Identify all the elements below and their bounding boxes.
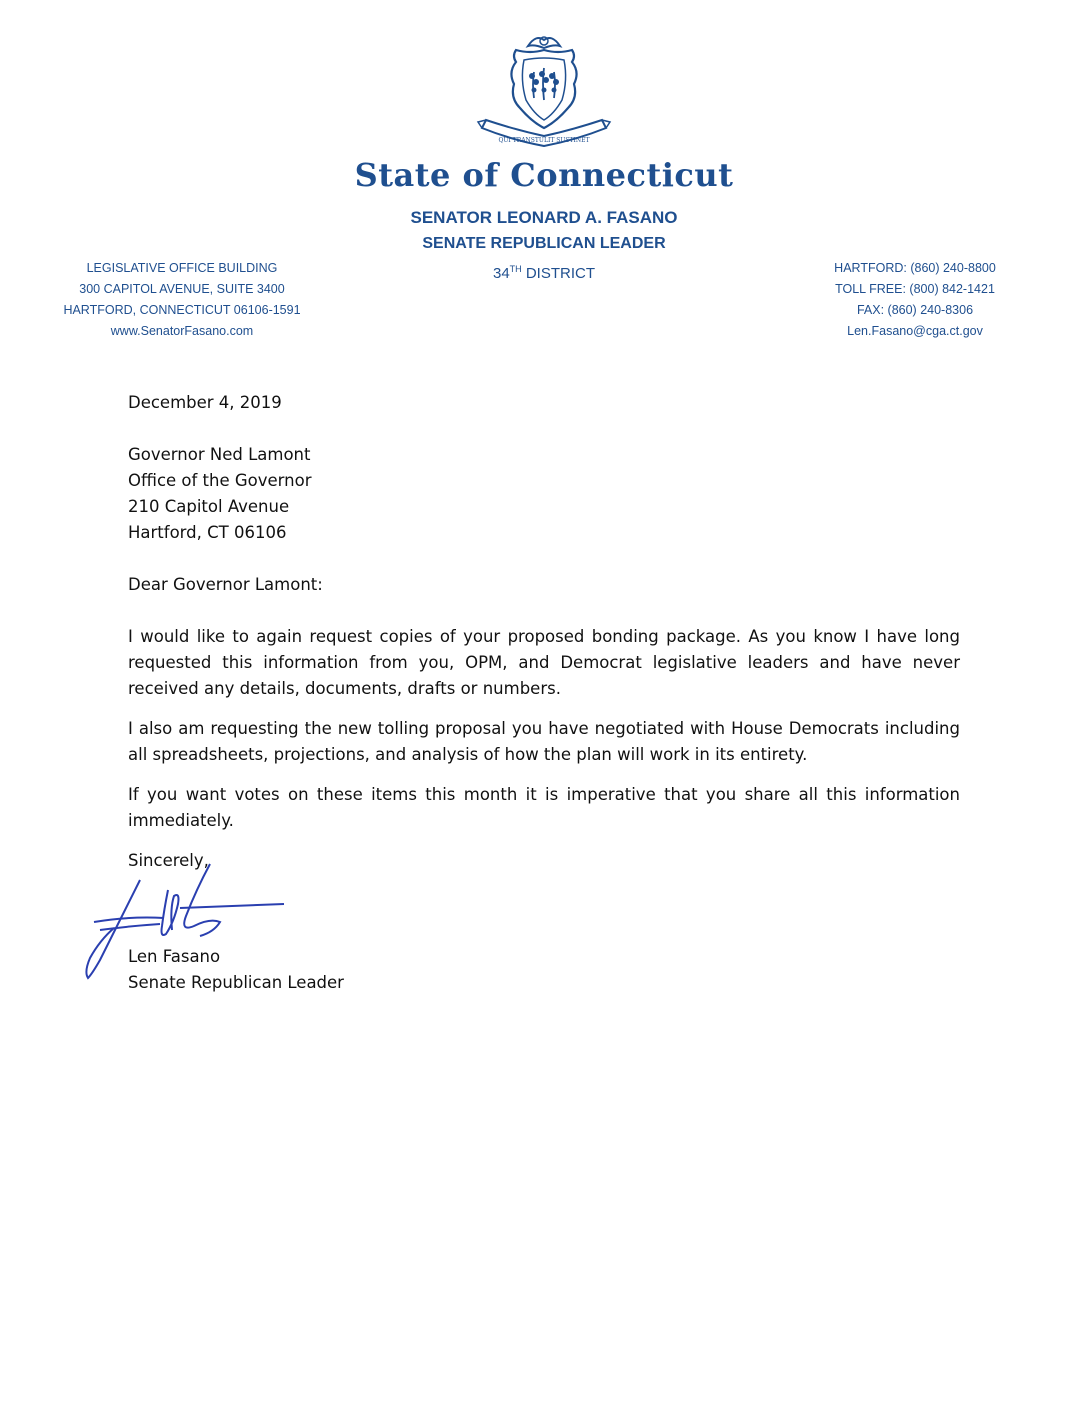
signature-area [128,874,960,944]
closing: Sincerely, [128,851,209,870]
fax-number: FAX: (860) 240-8306 [856,303,974,317]
address-building: LEGISLATIVE OFFICE BUILDING [86,261,278,275]
phone-hartford: HARTFORD: (860) 240-8800 [834,261,996,275]
state-title: State of Connecticut [354,156,734,194]
recipient-line: Hartford, CT 06106 [128,523,287,542]
letter-body [128,390,960,996]
paragraph: I would like to again request copies of your proposed bonding package. As you know I have long requested this information from you, OPM, and Democrat legislative leaders and have never received any details, documents, drafts or numbers. [128,627,960,698]
signature-icon [70,860,290,990]
email-link[interactable]: Len.Fasano@cga.ct.gov [847,324,983,338]
address-city: HARTFORD, CONNECTICUT 06106-1591 [63,303,301,317]
signer-name: Len Fasano [128,947,221,966]
salutation: Dear Governor Lamont: [128,575,323,594]
district-number: 34 [492,265,510,282]
contact-info [800,258,1030,342]
district-label: DISTRICT [525,265,596,282]
recipient-line: 210 Capitol Avenue [128,497,290,516]
website-link[interactable]: www.SenatorFasano.com [110,324,254,338]
district-suffix: TH [509,264,522,274]
letter-date: December 4, 2019 [128,393,282,412]
recipient-line: Governor Ned Lamont [128,445,311,464]
recipient-address [128,442,960,546]
recipient-line: Office of the Governor [128,471,312,490]
seal-motto: QUI TRANSTULIT SUSTINET [498,137,590,144]
phone-toll-free: TOLL FREE: (800) 842-1421 [835,282,995,296]
senator-name: SENATOR LEONARD A. FASANO [410,208,678,227]
address-street: 300 CAPITOL AVENUE, SUITE 3400 [79,282,285,296]
leader-title: SENATE REPUBLICAN LEADER [422,235,666,252]
signer-title: Senate Republican Leader [128,973,344,992]
state-seal-icon [476,32,612,152]
letterhead [0,0,1088,360]
office-address [40,258,324,342]
paragraph: I also am requesting the new tolling proposal you have negotiated with House Democrats including all spreadsheets, projections, and analysis of how the plan will work in its entirety. [128,719,960,764]
paragraph: If you want votes on these items this month it is imperative that you share all this information immediately. [128,785,960,830]
